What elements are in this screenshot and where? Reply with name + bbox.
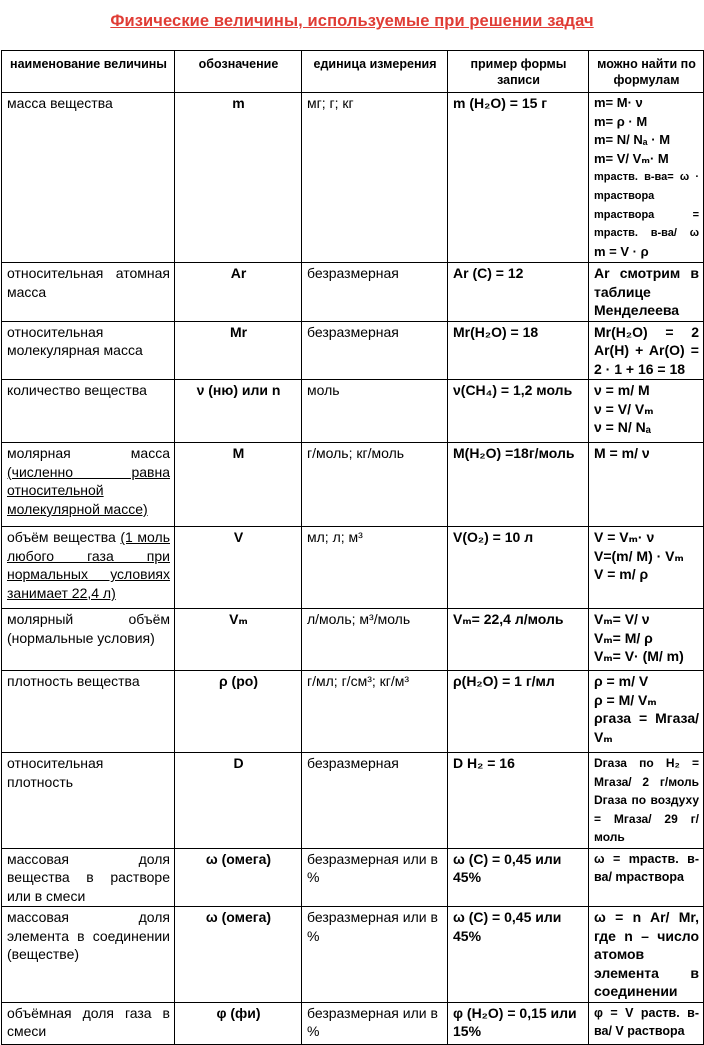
table-row: [2, 321, 704, 380]
quantity-name: относительная атомная масса: [2, 263, 175, 322]
quantity-symbol: Vₘ: [175, 609, 302, 671]
quantity-formulas: [589, 380, 704, 443]
quantity-formulas: [589, 321, 704, 380]
quantity-symbol: Mr: [175, 321, 302, 380]
formula: ρ = M/ Vₘ: [594, 691, 657, 708]
quantity-name: относительная плотность: [2, 753, 175, 849]
table-row: [2, 527, 704, 609]
quantity-name: масса вещества: [2, 93, 175, 263]
table-row: [2, 1002, 704, 1044]
formula: m= ρ · M: [594, 113, 648, 129]
quantity-example: Ar (C) = 12: [448, 263, 589, 322]
quantity-formulas: [589, 527, 704, 609]
quantity-unit: мг; г; кг: [302, 93, 448, 263]
quantity-symbol: M: [175, 443, 302, 527]
quantity-name-note: (1 моль любого газа при нормальных условиях занимает 22,4 л): [7, 529, 170, 601]
header-name: наименование величины: [2, 51, 175, 93]
formula: V=(m/ M) · Vₘ: [594, 547, 684, 564]
formula: mраствора = mраств. в-ва/ ω: [594, 208, 699, 240]
quantity-name: относительная молекулярная масса: [2, 321, 175, 380]
quantity-formulas: [589, 1002, 704, 1044]
quantity-formulas: [589, 443, 704, 527]
quantity-example: ν(CH₄) = 1,2 моль: [448, 380, 589, 443]
table-row: [2, 443, 704, 527]
quantity-unit: г/мл; г/см³; кг/м³: [302, 671, 448, 753]
formula: m= N/ Nₐ · M: [594, 132, 671, 148]
quantity-formulas: [589, 263, 704, 322]
quantity-example: D H₂ = 16: [448, 753, 589, 849]
quantity-example: ω (C) = 0,45 или 45%: [448, 907, 589, 1003]
quantity-name: [2, 443, 175, 527]
quantity-example: M(H₂O) =18г/моль: [448, 443, 589, 527]
quantity-unit: безразмерная: [302, 263, 448, 322]
physical-quantities-table: [1, 50, 704, 1045]
quantity-name: массовая доля вещества в растворе или в смеси: [2, 848, 175, 907]
quantity-symbol: Ar: [175, 263, 302, 322]
formula: ρгаза = Mгаза/ Vₘ: [594, 710, 699, 745]
formula: φ = V раств. в-ва/ V раствора: [594, 1005, 699, 1039]
quantity-symbol: ν (ню) или n: [175, 380, 302, 443]
table-row: [2, 93, 704, 263]
quantity-example: φ (H₂O) = 0,15 или 15%: [448, 1002, 589, 1044]
quantity-unit: безразмерная или в %: [302, 1002, 448, 1044]
formula: Vₘ= V· (M/ m): [594, 648, 684, 665]
quantity-symbol: m: [175, 93, 302, 263]
header-symbol: обозначение: [175, 51, 302, 93]
formula: m= V/ Vₘ· M: [594, 150, 669, 166]
quantity-name: количество вещества: [2, 380, 175, 443]
quantity-symbol: V: [175, 527, 302, 609]
formula: Dгаза по воздуху = Mгаза/ 29 г/моль: [594, 793, 699, 845]
formula: Mr(H₂O) = 2 Ar(H) + Ar(O) = 2 · 1 + 16 = 18: [594, 323, 699, 377]
quantity-formulas: [589, 671, 704, 753]
formula: M = m/ ν: [594, 445, 650, 462]
quantity-formulas: [589, 93, 704, 263]
table-row: [2, 671, 704, 753]
formula: ω = mраств. в-ва/ mраствора: [594, 851, 699, 885]
quantity-formulas: [589, 907, 704, 1003]
page-title: Физические величины, используемые при решении задач: [110, 12, 594, 30]
quantity-formulas: [589, 848, 704, 907]
table-row: [2, 380, 704, 443]
quantity-example: ρ(H₂O) = 1 г/мл: [448, 671, 589, 753]
quantity-unit: безразмерная: [302, 753, 448, 849]
quantity-name: массовая доля элемента в соединении (веществе): [2, 907, 175, 1003]
formula: ν = m/ M: [594, 382, 650, 399]
formula: Dгаза по H₂ = Mгаза/ 2 г/моль: [594, 756, 699, 789]
quantity-example: ω (C) = 0,45 или 45%: [448, 848, 589, 907]
table-row: [2, 753, 704, 849]
formula: V = Vₘ· ν: [594, 529, 655, 546]
quantity-symbol: D: [175, 753, 302, 849]
quantity-formulas: [589, 753, 704, 849]
quantity-symbol: ρ (ро): [175, 671, 302, 753]
table-row: [2, 609, 704, 671]
quantity-unit: моль: [302, 380, 448, 443]
quantity-name: молярный объём (нормальные условия): [2, 609, 175, 671]
quantity-example: V(O₂) = 10 л: [448, 527, 589, 609]
table-row: [2, 848, 704, 907]
quantity-example: Mr(H₂O) = 18: [448, 321, 589, 380]
quantity-symbol: ω (омега): [175, 907, 302, 1003]
table-row: [2, 907, 704, 1003]
table-row: [2, 263, 704, 322]
quantity-name-note: (численно равна относительной молекулярной массе): [7, 463, 170, 517]
quantity-formulas: [589, 609, 704, 671]
formula: mраств. в-ва= ω · mраствора: [594, 171, 699, 202]
quantity-name: плотность вещества: [2, 671, 175, 753]
formula: ω = n Ar/ Mr, где n – число атомов элемента в соединении: [594, 909, 699, 1000]
table-header-row: [2, 51, 704, 93]
quantity-name-text: молярная масса: [7, 445, 170, 462]
quantity-symbol: ω (омега): [175, 848, 302, 907]
formula: Ar смотрим в таблице Менделеева: [594, 265, 699, 319]
quantity-example: Vₘ= 22,4 л/моль: [448, 609, 589, 671]
quantity-unit: л/моль; м³/моль: [302, 609, 448, 671]
formula: Vₘ= M/ ρ: [594, 629, 653, 646]
quantity-name: [2, 527, 175, 609]
quantity-example: m (H₂O) = 15 г: [448, 93, 589, 263]
header-unit: единица измерения: [302, 51, 448, 93]
header-example: пример формы записи: [448, 51, 589, 93]
quantity-name-text: объём вещества: [7, 529, 116, 546]
quantity-unit: безразмерная или в %: [302, 848, 448, 907]
formula: ν = V/ Vₘ: [594, 400, 654, 417]
quantity-unit: мл; л; м³: [302, 527, 448, 609]
quantity-name: объёмная доля газа в смеси: [2, 1002, 175, 1044]
formula: ρ = m/ V: [594, 673, 649, 690]
formula: ν = N/ Nₐ: [594, 419, 652, 436]
header-formulas: можно найти по формулам: [589, 51, 704, 93]
formula: Vₘ= V/ ν: [594, 611, 650, 628]
quantity-unit: г/моль; кг/моль: [302, 443, 448, 527]
quantity-symbol: φ (фи): [175, 1002, 302, 1044]
formula: m= M· ν: [594, 95, 643, 110]
formula: V = m/ ρ: [594, 566, 649, 583]
formula: m = V · ρ: [594, 243, 649, 259]
quantity-unit: безразмерная или в %: [302, 907, 448, 1003]
quantity-unit: безразмерная: [302, 321, 448, 380]
